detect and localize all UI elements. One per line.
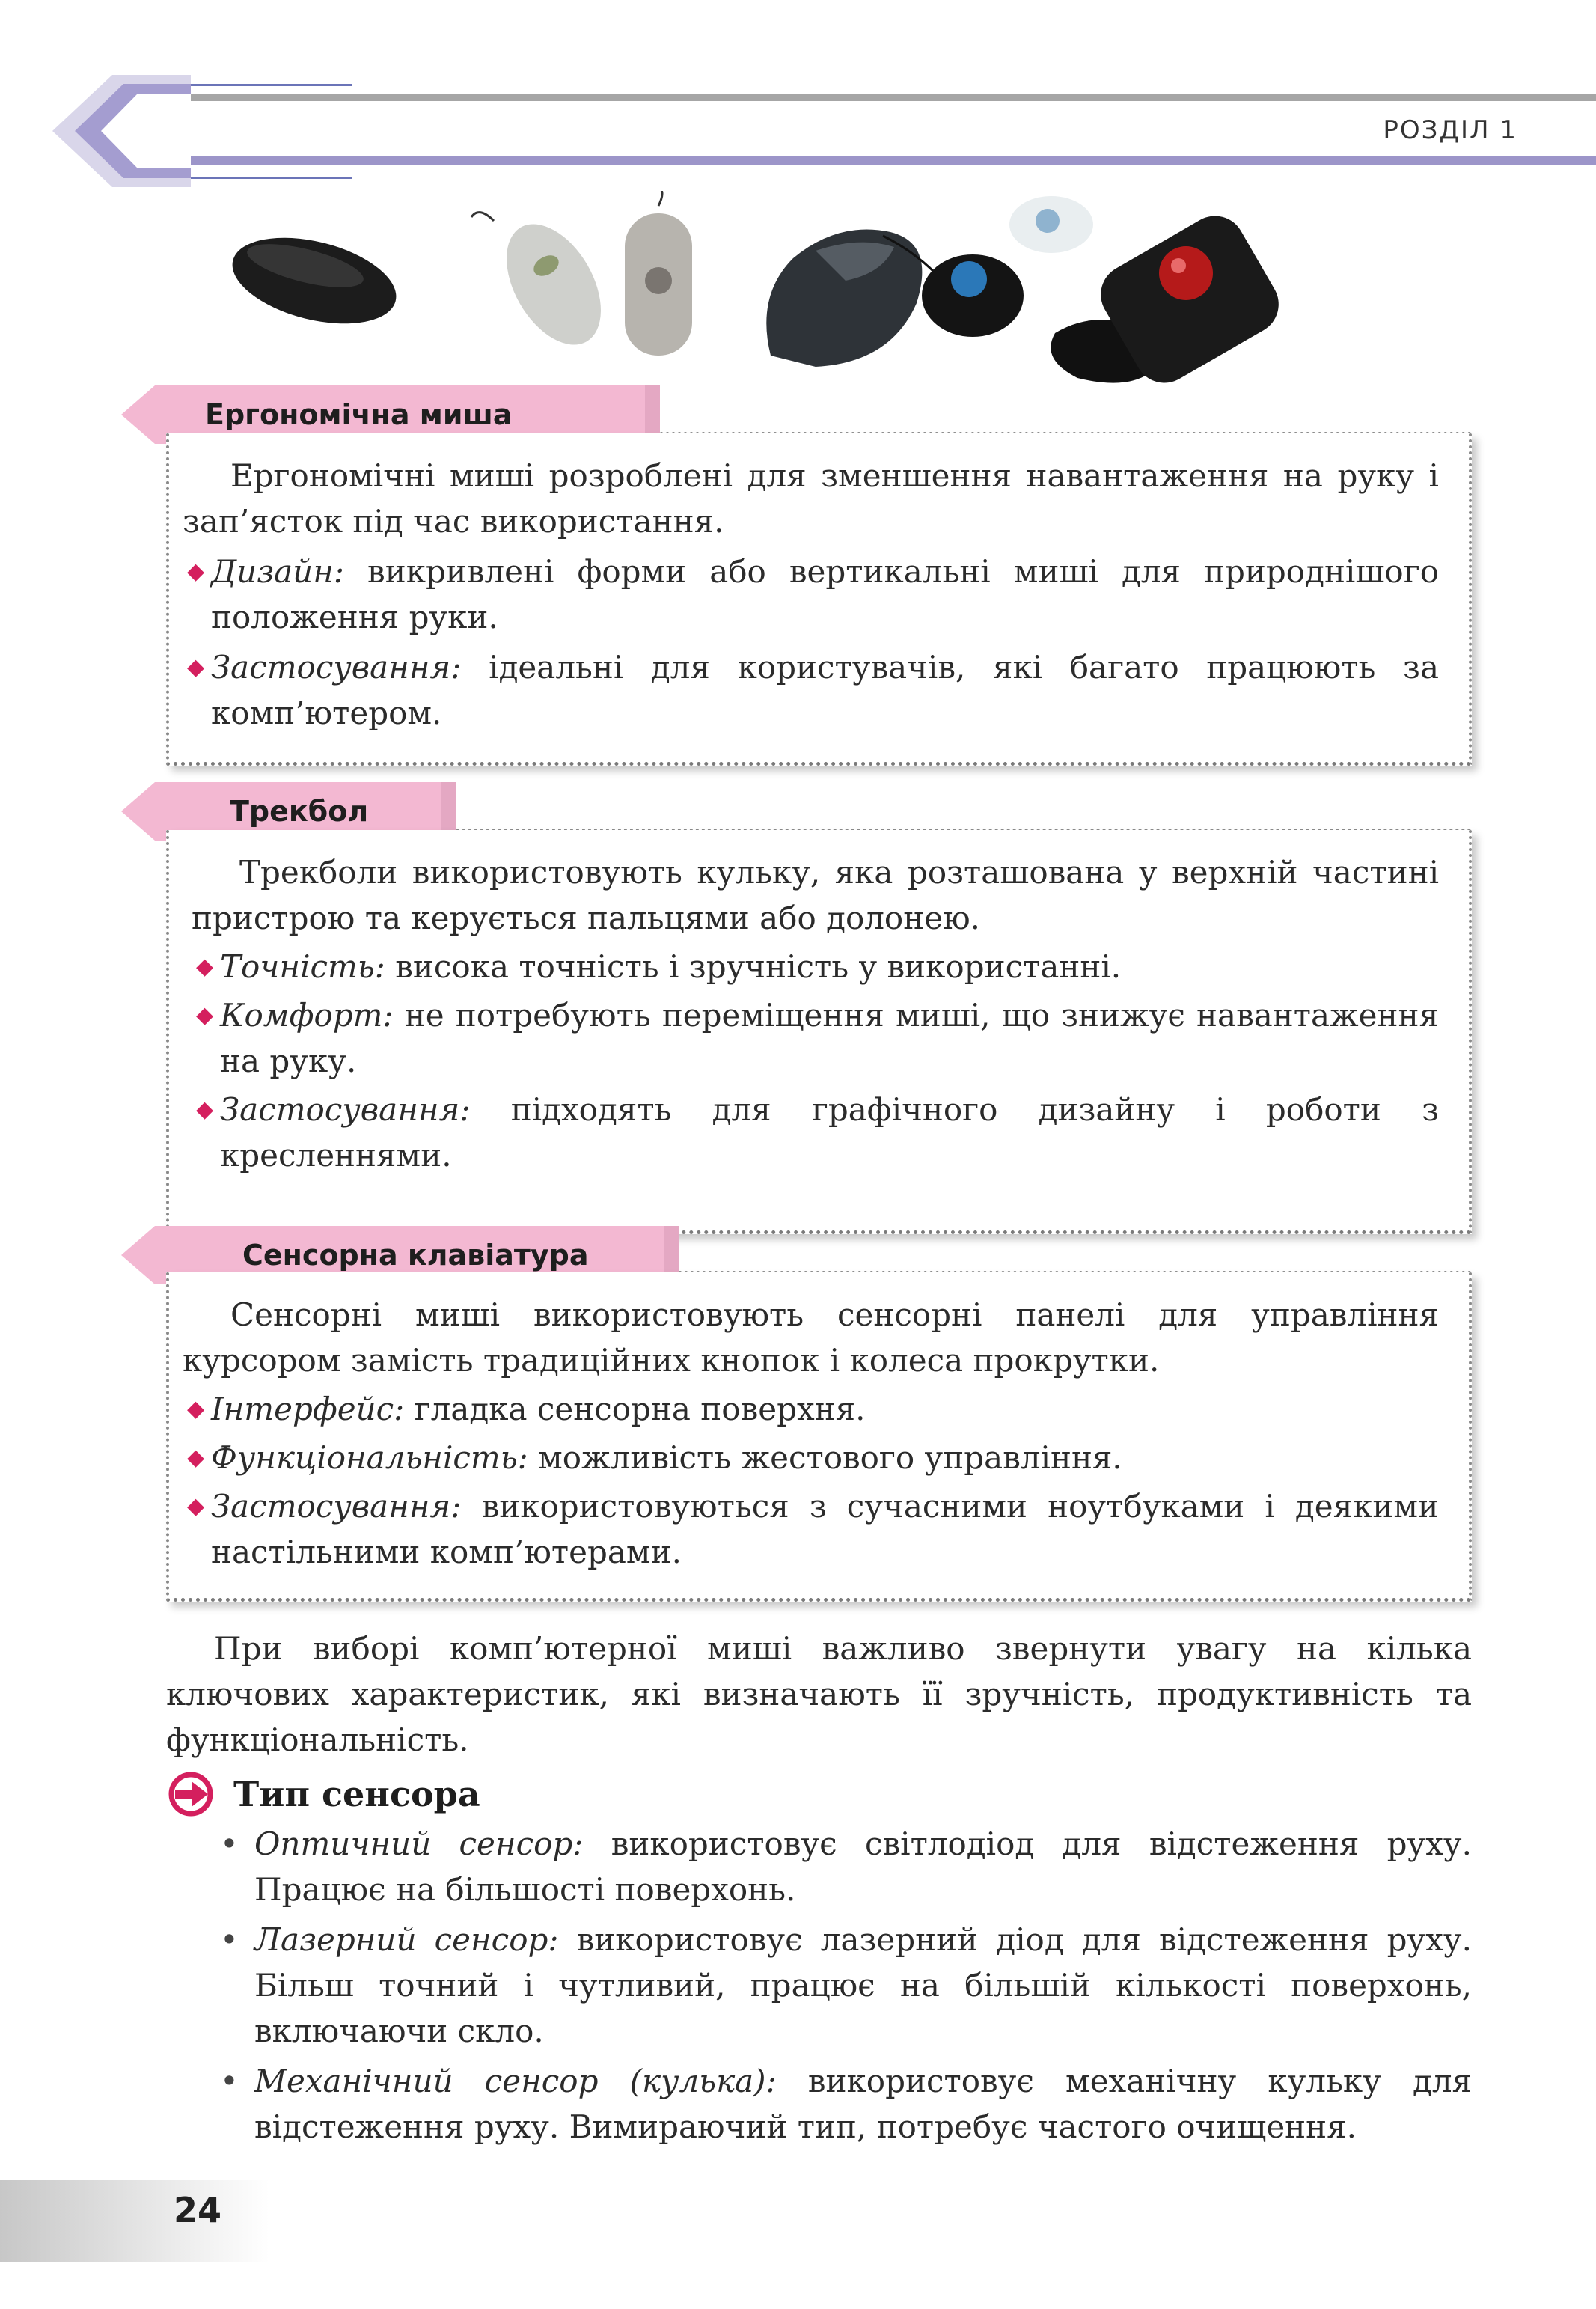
item-text: використовує лазерний діод для відстеження руху. Більш точний і чутливий, працює на більшій кількості поверхонь, включаючи скло. bbox=[254, 1921, 1472, 2049]
item-term: Застосування: bbox=[211, 1488, 462, 1525]
diamond-bullet-icon: ◆ bbox=[187, 558, 205, 585]
item-text: можливість жестового управління. bbox=[528, 1439, 1122, 1476]
item-term: Застосування: bbox=[220, 1091, 471, 1128]
item-text: ідеальні для користувачів, які багато працюють за комп’ютером. bbox=[211, 649, 1439, 731]
item-text: не потребують переміщення миші, що знижує навантаження на руку. bbox=[220, 997, 1439, 1079]
block-intro: Ергономічні миші розроблені для зменшення навантаження на руку і зап’ясток під час використання. bbox=[183, 457, 1439, 540]
diamond-bullet-icon: ◆ bbox=[187, 1396, 205, 1422]
item-text: підходять для графічного дизайну і роботи з кресленнями. bbox=[220, 1091, 1439, 1174]
chevron-left-icon bbox=[41, 67, 191, 195]
footer-band bbox=[0, 2180, 269, 2262]
item-text: використовує механічну кульку для відстеження руху. Вимираючий тип, потребує частого очищення. bbox=[254, 2063, 1472, 2145]
block-title: Сенсорна клавіатура bbox=[242, 1239, 589, 1272]
block-content bbox=[166, 830, 1472, 1234]
list-item bbox=[217, 1917, 1472, 2054]
section-label: РОЗДІЛ 1 bbox=[1383, 115, 1517, 145]
block-intro: Трекболи використовують кульку, яка розташована у верхній частині пристрою та керується пальцями або долонею. bbox=[192, 854, 1439, 936]
diamond-bullet-icon: ◆ bbox=[187, 1493, 205, 1519]
diamond-bullet-icon: ◆ bbox=[187, 654, 205, 680]
item-text: викривлені форми або вертикальні миші для природнішого положення руки. bbox=[211, 553, 1439, 635]
item-term: Функціональність: bbox=[211, 1439, 528, 1476]
item-term: Комфорт: bbox=[220, 997, 394, 1034]
item-term: Лазерний сенсор: bbox=[254, 1921, 559, 1958]
item-term: Інтерфейс: bbox=[211, 1391, 405, 1427]
dot-bullet-icon: • bbox=[220, 1921, 239, 1958]
arrow-right-circle-icon bbox=[166, 1769, 215, 1819]
list-item bbox=[192, 944, 1439, 989]
dot-bullet-icon: • bbox=[220, 2063, 239, 2099]
item-term: Дизайн: bbox=[211, 553, 345, 590]
header-rule-grey bbox=[150, 94, 1596, 101]
paragraph-text: При виборі комп’ютерної миші важливо звернути увагу на кілька ключових характеристик, які визначають її зручність, продуктивність та функціональність. bbox=[166, 1630, 1472, 1758]
item-text: гладка сенсорна поверхня. bbox=[404, 1391, 866, 1427]
list-item bbox=[192, 992, 1439, 1084]
item-text: використовуються з сучасними ноутбуками і деякими настільними комп’ютерами. bbox=[211, 1488, 1439, 1570]
mice-photo-strip bbox=[217, 191, 1384, 400]
heading-text: Тип сенсора bbox=[233, 1774, 480, 1814]
item-term: Оптичний сенсор: bbox=[254, 1825, 584, 1862]
item-term: Механічний сенсор (кулька): bbox=[254, 2063, 777, 2099]
item-text: висока точність і зручність у використанні. bbox=[385, 948, 1122, 985]
diamond-bullet-icon: ◆ bbox=[196, 954, 214, 980]
diamond-bullet-icon: ◆ bbox=[196, 1002, 214, 1028]
sensor-list bbox=[217, 1821, 1472, 2150]
item-term: Точність: bbox=[220, 948, 385, 985]
block-intro: Сенсорні миші використовують сенсорні панелі для управління курсором замість традиційних кнопок і колеса прокрутки. bbox=[183, 1296, 1439, 1379]
list-item bbox=[183, 1483, 1439, 1575]
list-item bbox=[183, 1386, 1439, 1432]
ergonomic-mouse-image bbox=[766, 230, 922, 367]
list-item bbox=[192, 1087, 1439, 1178]
block-title: Трекбол bbox=[230, 795, 369, 828]
body-paragraph bbox=[166, 1626, 1472, 1763]
list-item bbox=[183, 644, 1439, 736]
list-item bbox=[217, 2058, 1472, 2150]
page-number: 24 bbox=[174, 2190, 222, 2230]
grey-mice-image bbox=[471, 191, 692, 361]
list-item bbox=[183, 1435, 1439, 1480]
diamond-bullet-icon: ◆ bbox=[187, 1445, 205, 1471]
diamond-bullet-icon: ◆ bbox=[196, 1096, 214, 1123]
block-content bbox=[166, 433, 1472, 766]
dot-bullet-icon: • bbox=[220, 1825, 239, 1862]
black-mouse-image bbox=[224, 222, 406, 338]
block-title: Ергономічна миша bbox=[205, 398, 513, 431]
trackballs-image bbox=[883, 196, 1289, 394]
item-text: використовує світлодіод для відстеження руху. Працює на більшості поверхонь. bbox=[254, 1825, 1472, 1908]
page-header bbox=[0, 0, 1596, 195]
list-item bbox=[183, 549, 1439, 640]
list-item bbox=[217, 1821, 1472, 1912]
item-term: Застосування: bbox=[211, 649, 462, 686]
header-rule-lilac bbox=[150, 156, 1596, 165]
section-heading bbox=[166, 1769, 480, 1819]
block-content bbox=[166, 1272, 1472, 1602]
